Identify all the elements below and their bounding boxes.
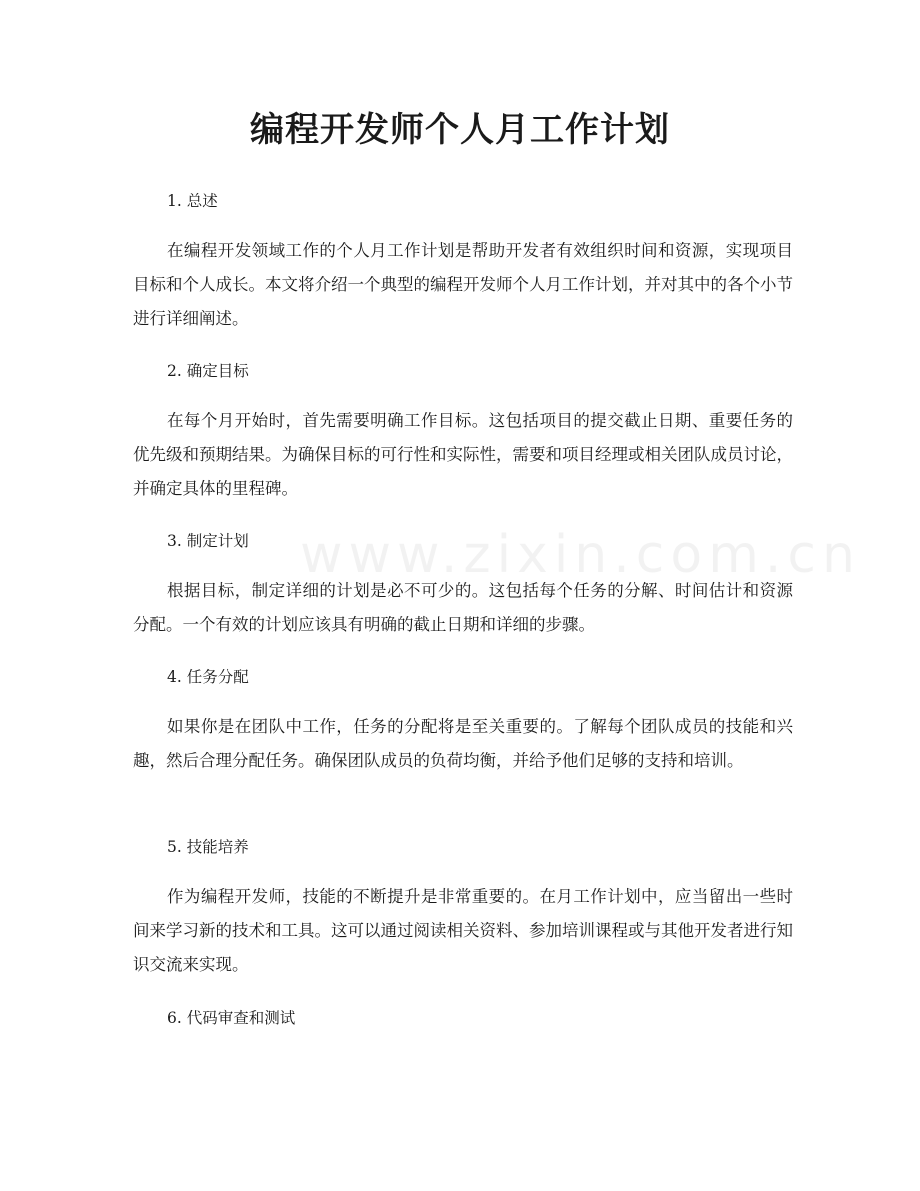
section-heading: 3. 制定计划 bbox=[167, 532, 249, 550]
section-body: 作为编程开发师，技能的不断提升是非常重要的。在月工作计划中，应当留出一些时间来学习新的技术和工具。这可以通过阅读相关资料、参加培训课程或与其他开发者进行知识交流来实现。 bbox=[133, 887, 793, 974]
section-plan bbox=[133, 530, 793, 642]
section-skill-development bbox=[133, 836, 793, 982]
page-title: 编程开发师个人月工作计划 bbox=[250, 110, 670, 150]
section-body: 在每个月开始时，首先需要明确工作目标。这包括项目的提交截止日期、重要任务的优先级和预期结果。为确保目标的可行性和实际性，需要和项目经理或相关团队成员讨论，并确定具体的里程碑。 bbox=[133, 411, 793, 498]
section-heading: 4. 任务分配 bbox=[167, 668, 249, 686]
section-body: 根据目标，制定详细的计划是必不可少的。这包括每个任务的分解、时间估计和资源分配。一个有效的计划应该具有明确的截止日期和详细的步骤。 bbox=[133, 581, 793, 634]
section-heading: 6. 代码审查和测试 bbox=[167, 1009, 296, 1027]
section-body: 如果你是在团队中工作，任务的分配将是至关重要的。了解每个团队成员的技能和兴趣，然后合理分配任务。确保团队成员的负荷均衡，并给予他们足够的支持和培训。 bbox=[133, 717, 793, 770]
section-heading: 2. 确定目标 bbox=[167, 362, 249, 380]
section-task-assignment bbox=[133, 666, 793, 778]
watermark: www.zixin.com.cn bbox=[300, 525, 861, 585]
section-heading: 5. 技能培养 bbox=[167, 838, 249, 856]
section-code-review bbox=[133, 1007, 793, 1029]
section-heading: 1. 总述 bbox=[167, 192, 218, 210]
section-body: 在编程开发领域工作的个人月工作计划是帮助开发者有效组织时间和资源，实现项目目标和个人成长。本文将介绍一个典型的编程开发师个人月工作计划，并对其中的各个小节进行详细阐述。 bbox=[133, 241, 793, 328]
section-overview bbox=[133, 190, 793, 336]
section-goals bbox=[133, 360, 793, 506]
